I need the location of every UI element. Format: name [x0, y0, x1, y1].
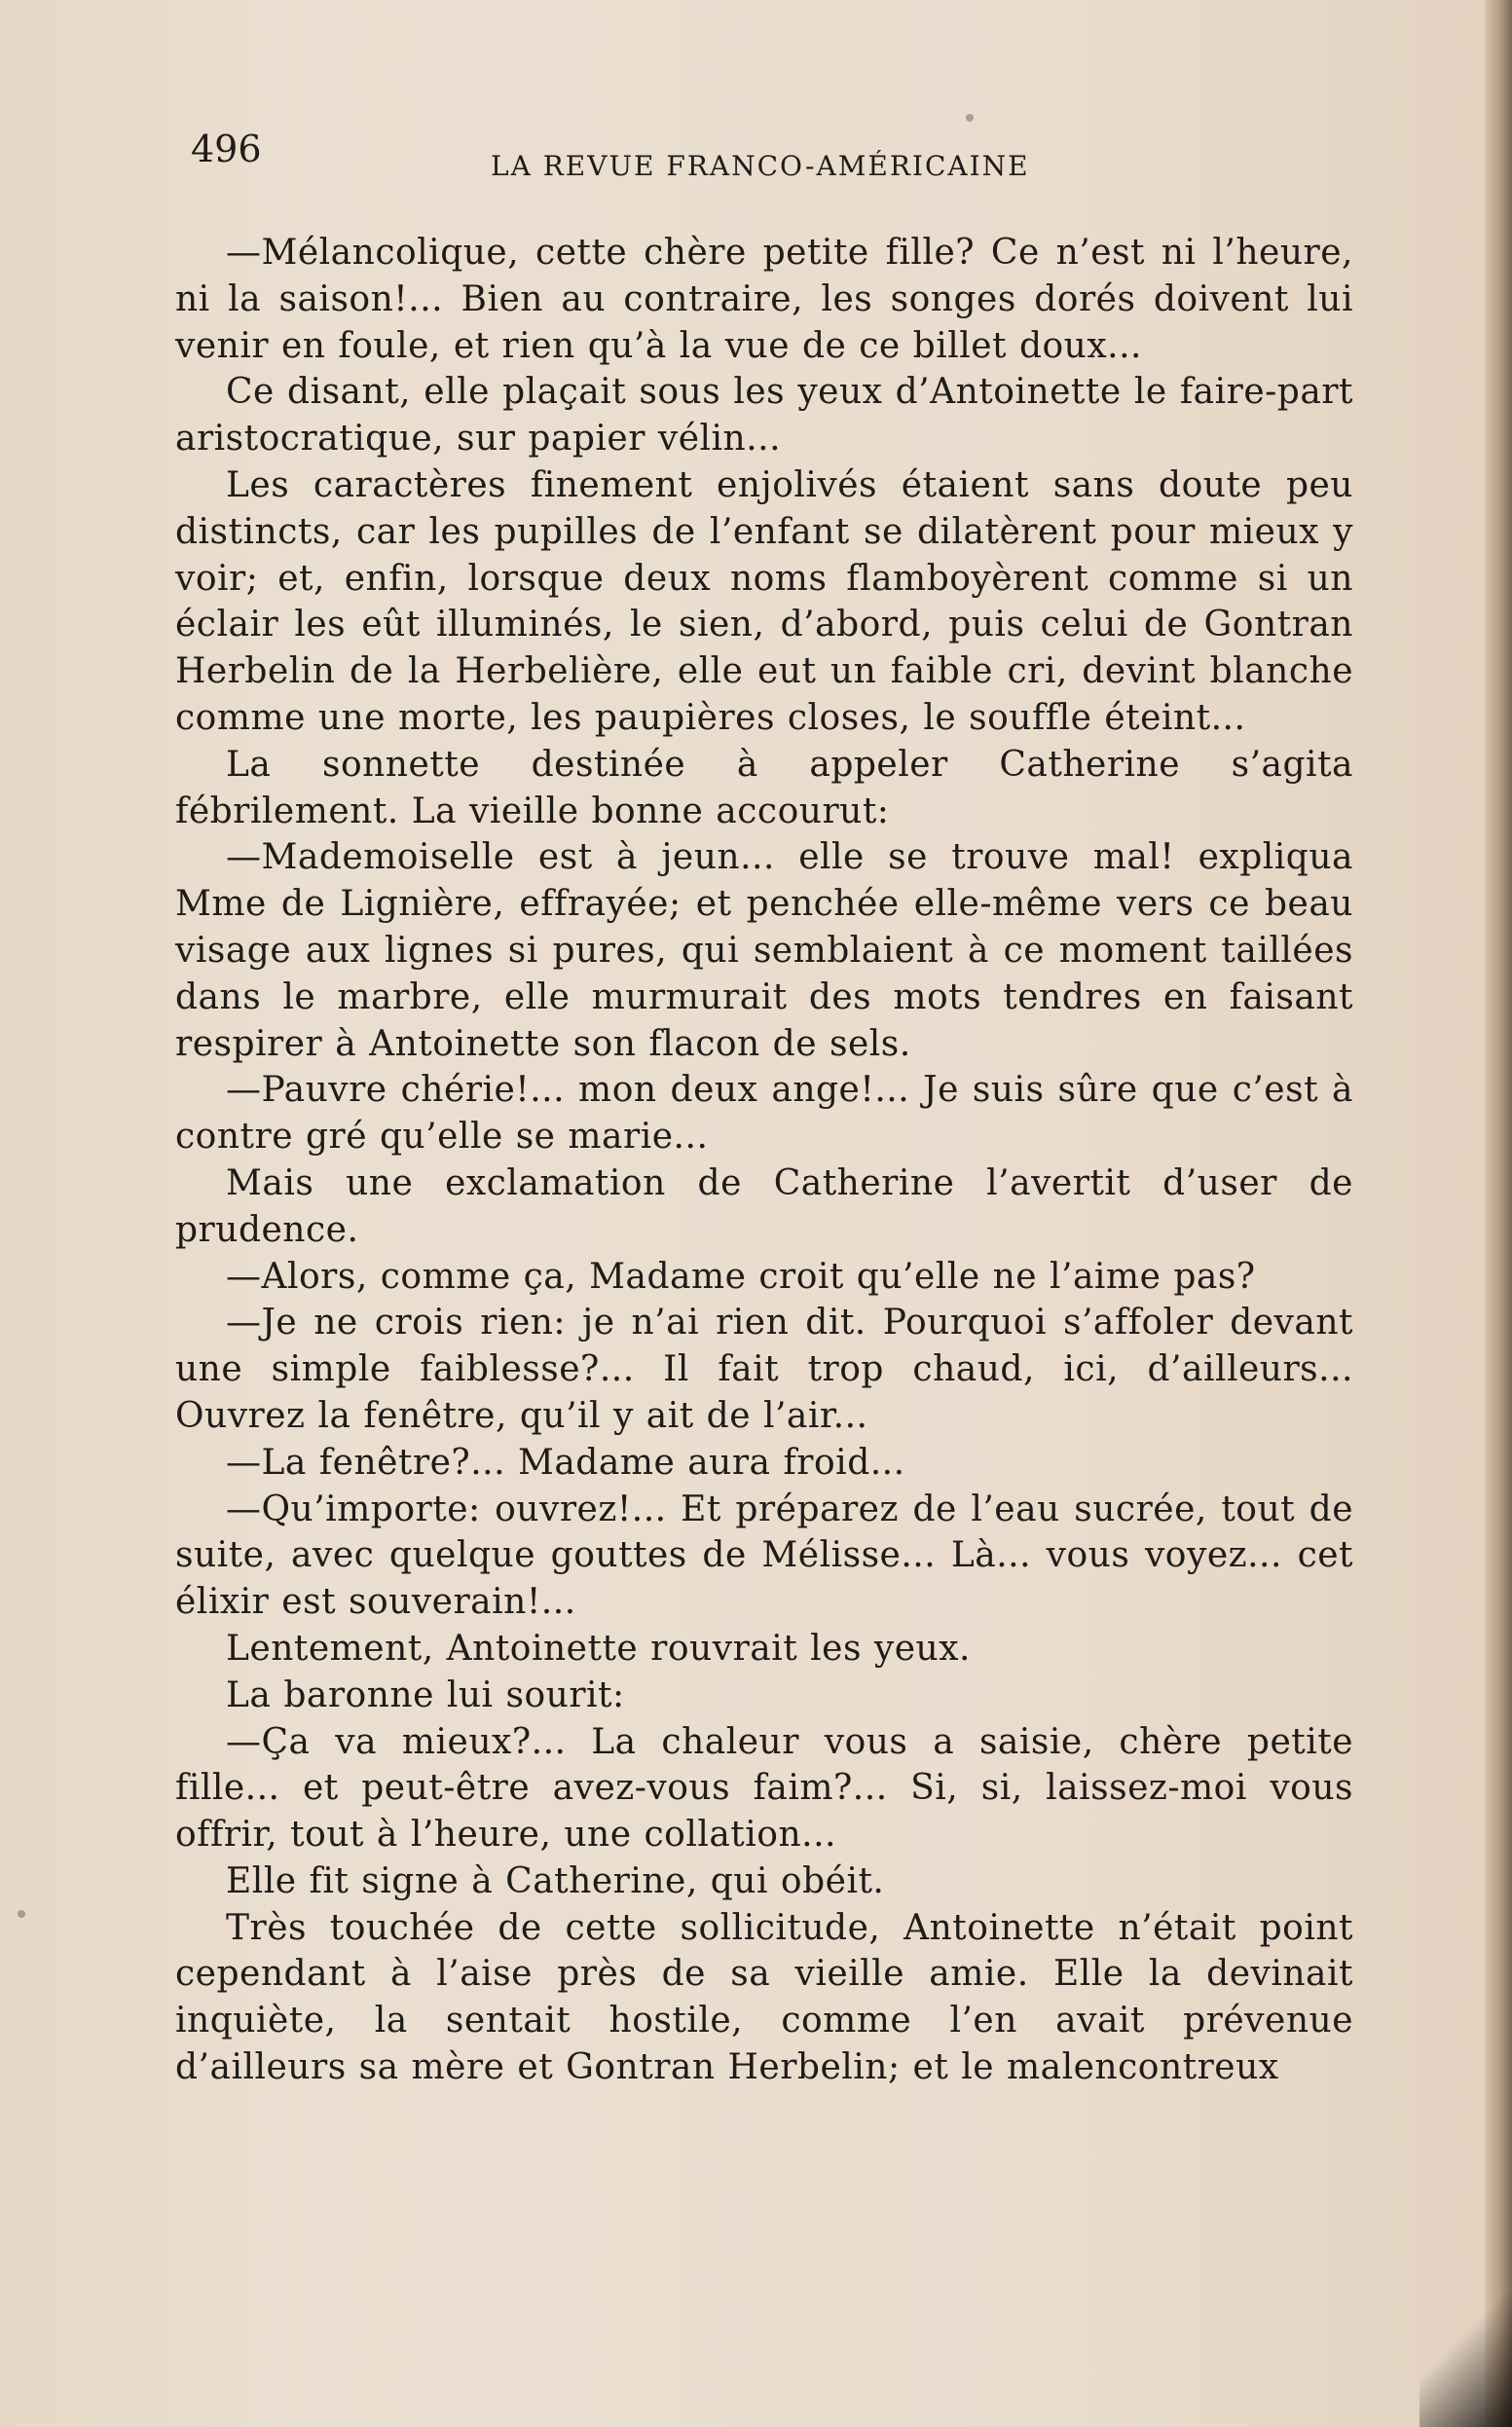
paragraph-9: —Je ne crois rien: je n’ai rien dit. Pourquoi s’affoler devant une simple faiblesse?... Il fait trop chaud, ici, d’ailleurs... Ouvrez la fenêtre, qu’il y ait de l’air... [175, 1303, 1353, 1436]
paragraph-8: —Alors, comme ça, Madame croit qu’elle ne l’aime pas? [226, 1256, 1256, 1297]
paragraph-13: La baronne lui sourit: [226, 1674, 625, 1715]
ink-speck [18, 1910, 25, 1918]
paragraph-4: La sonnette destinée à appeler Catherine s’agita fébrilement. La vieille bonne accourut: [175, 744, 1353, 831]
paragraph-2: Ce disant, elle plaçait sous les yeux d’Antoinette le faire-part aristocratique, sur papier vélin... [175, 372, 1353, 460]
page-number: 496 [191, 128, 262, 170]
paragraph-7: Mais une exclamation de Catherine l’avertit d’user de prudence. [175, 1162, 1353, 1250]
paragraph-5: —Mademoiselle est à jeun... elle se trouve mal! expliqua Mme de Lignière, effrayée; et penchée elle-même vers ce beau visage aux lignes si pures, qui semblaient à ce moment taillées dans le marbre, elle murmurait des mots tendres en faisant respirer à Antoinette son flacon de sels. [175, 837, 1353, 1064]
body-text [175, 230, 1353, 2196]
corner-shadow [1420, 2262, 1512, 2427]
page-header [191, 130, 1359, 189]
paragraph-3: Les caractères finement enjolivés étaient sans doute peu distincts, car les pupilles de l’enfant se dilatèrent pour mieux y voir; et, enfin, lorsque deux noms flamboyèrent comme si un éclair les eût illuminés, le sien, d’abord, puis celui de Gontran Herbelin de la Herbelière, elle eut un faible cri, devint blanche comme une morte, les paupières closes, le souffle éteint... [175, 464, 1353, 738]
paragraph-10: —La fenêtre?... Madame aura froid... [226, 1442, 905, 1483]
paragraph-11: —Qu’importe: ouvrez!... Et préparez de l’eau sucrée, tout de suite, avec quelque gouttes de Mélisse... Là... vous voyez... cet élixir est souverain!... [175, 1489, 1353, 1623]
paragraph-15: Elle fit signe à Catherine, qui obéit. [226, 1860, 885, 1901]
page-edge-shadow [1485, 0, 1512, 2427]
ink-speck [966, 114, 974, 122]
paragraph-6: —Pauvre chérie!... mon deux ange!... Je suis sûre que c’est à contre gré qu’elle se marie... [175, 1070, 1353, 1158]
paragraph-1: —Mélancolique, cette chère petite fille? Ce n’est ni l’heure, ni la saison!... Bien au contraire, les songes dorés doivent lui venir en foule, et rien qu’à la vue de ce billet doux... [175, 233, 1353, 366]
paragraph-14: —Ça va mieux?... La chaleur vous a saisie, chère petite fille... et peut-être avez-vous faim?... Si, si, laissez-moi vous offrir, tout à l’heure, une collation... [175, 1721, 1353, 1856]
paragraph-12: Lentement, Antoinette rouvrait les yeux. [226, 1628, 971, 1669]
running-title: LA REVUE FRANCO-AMÉRICAINE [491, 150, 1030, 182]
paragraph-16: Très touchée de cette sollicitude, Antoinette n’était point cependant à l’aise près de sa vieille amie. Elle la devinait inquiète, la sentait hostile, comme l’en avait prévenue d’ailleurs sa mère et Gontran Herbelin; et le malencontreux [175, 1907, 1353, 2088]
